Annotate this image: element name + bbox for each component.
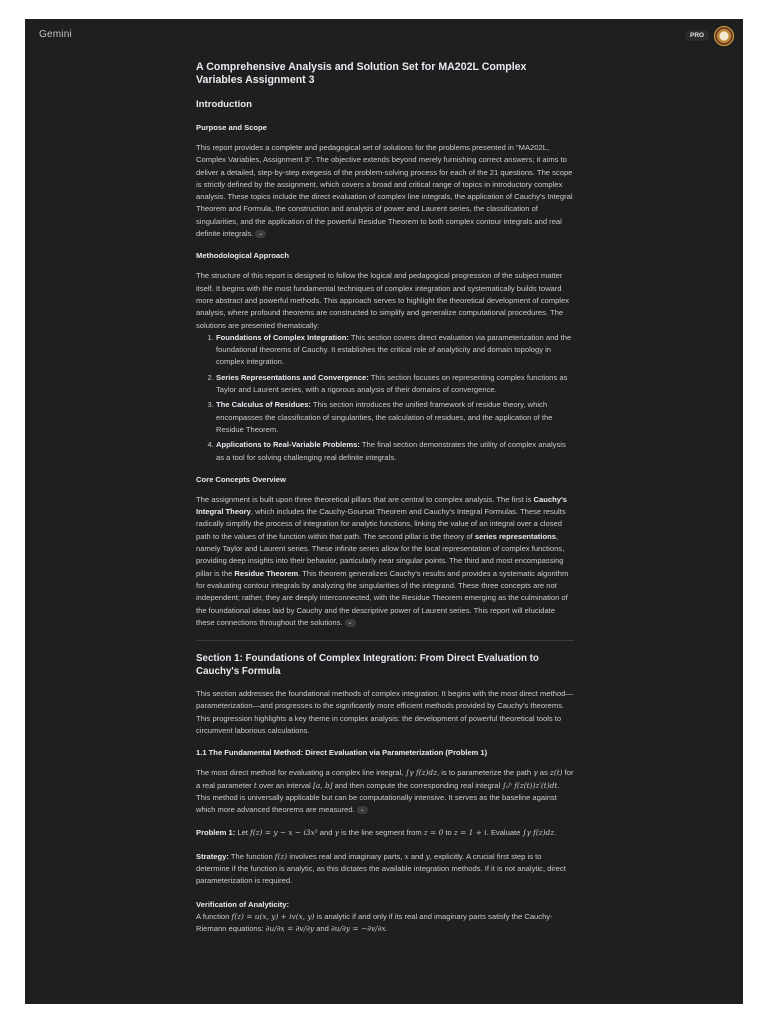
avatar-icon[interactable] xyxy=(714,26,734,46)
chevron-down-icon[interactable]: ⌄ xyxy=(357,806,368,814)
body-text: as xyxy=(537,768,550,778)
math-inline: ∂u/∂x = ∂v/∂y xyxy=(265,924,315,934)
list-item-title: Foundations of Complex Integration: xyxy=(216,332,349,342)
pro-badge: PRO xyxy=(685,30,709,41)
math-inline: ∂u/∂y = −∂v/∂x xyxy=(330,924,386,934)
verification-heading xyxy=(196,899,574,911)
math-inline: f(z) xyxy=(274,851,288,861)
body-text: The function xyxy=(228,851,275,861)
list-item-title: The Calculus of Residues: xyxy=(216,400,311,410)
core-heading: Core Concepts Overview xyxy=(196,474,286,484)
parameterization-paragraph xyxy=(196,767,574,816)
method-heading: Methodological Approach xyxy=(196,251,289,261)
body-text: is analytic if and only if its real and imaginary parts satisfy the Cauchy-Riemann equations: xyxy=(196,911,553,934)
strategy-label: Strategy: xyxy=(196,851,229,861)
problem1-paragraph xyxy=(196,827,574,839)
theme-list xyxy=(196,332,574,464)
list-item-title: Applications to Real-Variable Problems: xyxy=(216,440,360,450)
body-text: for a real parameter xyxy=(196,768,574,790)
core-text: , which includes the Cauchy-Goursat Theorem and Cauchy's Integral Formulas. These results radically simplify the process of integration for analytic functions, linking the value of an integral over a closed path to the values of the function within that path. The second pillar is the theory of xyxy=(196,507,566,541)
body-text: . This method is universally applicable but can be computationally intensive. It serves as the baseline against which more advanced theorems are measured. xyxy=(196,780,560,815)
math-inline: [a, b] xyxy=(312,780,333,790)
purpose-paragraph xyxy=(196,142,574,240)
list-item xyxy=(216,439,574,464)
body-text: over an interval xyxy=(256,780,313,790)
body-text: is the line segment from xyxy=(338,828,424,838)
problem-label: Problem 1: xyxy=(196,828,236,838)
body-text: to xyxy=(443,828,454,838)
math-inline: γ xyxy=(533,768,538,778)
body-text: and xyxy=(317,828,335,838)
body-text: and then compute the corresponding real integral xyxy=(332,780,503,790)
body-text: . xyxy=(385,924,388,934)
body-text: and xyxy=(314,924,331,934)
purpose-heading: Purpose and Scope xyxy=(196,123,267,132)
list-item-text: This section covers direct evaluation via parameterization and the foundational theorems of Cauchy. It establishes the critical role of analyticity and domain topology in complex integration. xyxy=(216,332,572,367)
core-term: Residue Theorem xyxy=(234,568,299,578)
section1-heading: Section 1: Foundations of Complex Integration: From Direct Evaluation to Cauchy's Formula xyxy=(196,653,539,677)
math-inline: ∫ₐᵇ f(z(t))z′(t)dt xyxy=(502,780,558,790)
list-item xyxy=(216,332,574,369)
strategy-paragraph xyxy=(196,851,574,888)
math-inline: z(t) xyxy=(549,768,563,778)
body-text: Let xyxy=(235,828,251,838)
report-title: A Comprehensive Analysis and Solution Set for MA202L Complex Variables Assignment 3 xyxy=(196,61,527,86)
list-item-text: The final section demonstrates the utility of complex analysis as a tool for solving challenging real definite integrals. xyxy=(216,440,566,462)
section1-paragraph: This section addresses the foundational methods of complex integration. It begins with the most direct method—parameterization—and progresses to the significantly more efficient methods provided by Cauchy's theorems. This progression highlights a key theme in complex analysis: the development of powerful theoretical tools to circumvent laborious calculations. xyxy=(196,689,573,735)
chevron-down-icon[interactable]: ⌄ xyxy=(345,619,356,627)
method-paragraph: The structure of this report is designed to follow the logical and pedagogical progression of the subject matter itself. It begins with the most fundamental techniques of complex integration and systematically builds toward more abstract and powerful methods. This approach serves to highlight the theoretical development of complex analysis, where profound theorems are constructed to simplify and generalize computational procedures. The solutions are presented thematically: xyxy=(196,271,570,330)
body-text: , is to parameterize the path xyxy=(437,768,534,778)
list-item-title: Series Representations and Convergence: xyxy=(216,372,369,382)
list-item-text: This section focuses on representing complex functions as Taylor and Laurent series, with a rigorous analysis of their domains of convergence. xyxy=(216,372,568,395)
math-inline: γ xyxy=(334,828,339,838)
core-term: series representations xyxy=(474,531,556,541)
math-inline: y xyxy=(425,851,430,861)
report-document xyxy=(196,61,574,947)
core-paragraph xyxy=(196,494,574,629)
verification-title: Verification of Analyticity: xyxy=(196,899,289,909)
math-inline: f(z) = y − x − i3x² xyxy=(250,828,318,838)
app-window xyxy=(25,19,743,1004)
body-text: A function xyxy=(196,911,232,921)
core-text: . This theorem generalizes Cauchy's results and provides a systematic algorithm for evaluating contour integrals by analyzing the singularities of the integrand. These three concepts are not independent; rather, they are deeply interconnected, with the Residue Theorem emerging as the culmination of the foundational ideas laid by Cauchy and the descriptive power of Laurent series. This report will elucidate these connections throughout the solutions. xyxy=(196,568,569,627)
core-text: , namely Taylor and Laurent series. These infinite series allow for the local representation of complex functions, providing deep insights into their behavior, particularly near singular points. The third and most encompassing pillar is the xyxy=(196,531,565,578)
math-inline: x xyxy=(404,851,409,861)
body-text: . Evaluate xyxy=(486,828,523,838)
math-inline: z = 1 + i xyxy=(453,828,487,838)
list-item xyxy=(216,399,574,436)
list-item-text: This section introduces the unified framework of residue theory, which encompasses the classification of singularities, the calculation of residues, and the application of the Residue Theorem. xyxy=(216,400,553,434)
purpose-text: This report provides a complete and pedagogical set of solutions for the problems presented in "MA202L, Complex Variables, Assignment 3". The objective extends beyond merely furnishing correct answers; it aims to deliver a detailed, step-by-step exegesis of the problem-solving process for each of the 21 questions. The scope is strictly defined by the assignment, which covers a broad and critical range of topics in introductory complex analysis. These topics include the direct evaluation of complex line integrals, the application of Cauchy's Integral Theorem and Formula, the construction and analysis of power and Laurent series, the classification of singularities, and the application of the powerful Residue Theorem to both complex contour integrals and real definite integrals. xyxy=(196,143,573,239)
math-inline: z = 0 xyxy=(423,828,444,838)
core-text: The assignment is built upon three theoretical pillars that are central to complex analysis. The first is xyxy=(196,494,534,504)
divider xyxy=(196,640,574,641)
chevron-down-icon[interactable]: ⌄ xyxy=(255,230,266,238)
math-inline: ∫γ f(z)dz xyxy=(405,768,437,778)
body-text: and xyxy=(408,851,426,861)
top-bar xyxy=(25,19,743,51)
body-text: involves real and imaginary parts, xyxy=(287,851,405,861)
core-term: Cauchy's Integral Theory xyxy=(196,494,567,517)
body-text: . xyxy=(554,828,557,838)
intro-heading: Introduction xyxy=(196,99,252,110)
math-inline: t xyxy=(253,780,257,790)
math-inline: f(z) = u(x, y) + iv(x, y) xyxy=(231,911,315,921)
verification-paragraph xyxy=(196,911,574,936)
body-text: The most direct method for evaluating a complex line integral, xyxy=(196,768,406,778)
math-inline: ∫γ f(z)dz xyxy=(522,828,555,838)
list-item xyxy=(216,372,574,397)
app-title[interactable]: Gemini xyxy=(39,29,72,40)
subsection-heading: 1.1 The Fundamental Method: Direct Evaluation via Parameterization (Problem 1) xyxy=(196,748,488,758)
body-text: , explicitly. A crucial first step is to determine if the function is analytic, as this dictates the available integration methods. If it is not analytic, direct parameterization is required. xyxy=(196,851,566,886)
